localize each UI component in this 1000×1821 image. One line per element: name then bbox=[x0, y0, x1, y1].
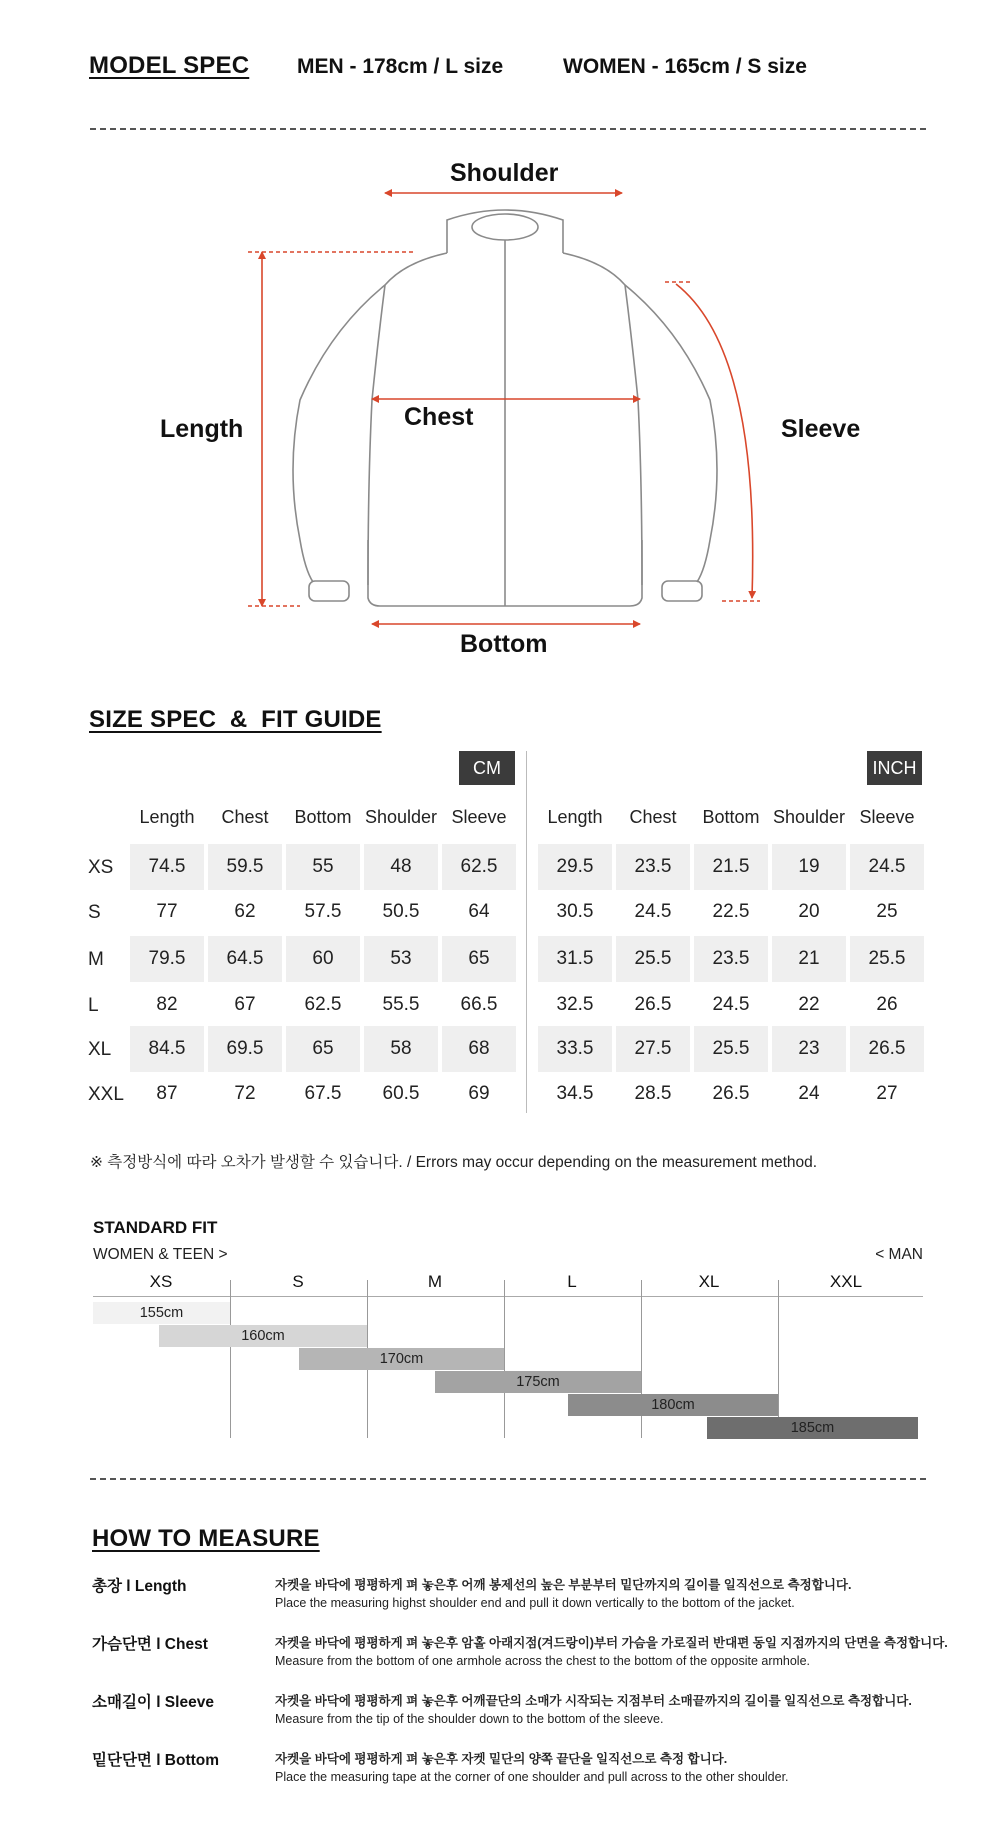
cell-inch-xxl-length: 34.5 bbox=[556, 1083, 594, 1104]
row-label-xl: XL bbox=[88, 1039, 112, 1060]
how-to-measure-title: HOW TO MEASURE bbox=[92, 1525, 320, 1552]
cell-cm-s-sleeve: 64 bbox=[468, 901, 490, 922]
fit-size-s: S bbox=[292, 1272, 304, 1291]
fit-column-line bbox=[504, 1280, 505, 1438]
fit-bar-3: 175cm bbox=[435, 1371, 641, 1393]
cell-cm-m-bottom: 60 bbox=[286, 936, 360, 982]
measure-en-0: Place the measuring highst shoulder end and pull it down vertically to the bottom of the jacket. bbox=[275, 1596, 795, 1610]
fit-size-xs: XS bbox=[149, 1272, 173, 1291]
cell-inch-l-sleeve: 26 bbox=[876, 994, 898, 1015]
divider-bottom bbox=[90, 1478, 926, 1480]
header-inch-chest: Chest bbox=[629, 807, 677, 827]
cell-cm-xs-length: 74.5 bbox=[130, 844, 204, 890]
row-label-xxl: XXL bbox=[88, 1084, 124, 1105]
label-length: Length bbox=[160, 415, 244, 443]
cell-inch-m-bottom: 23.5 bbox=[694, 936, 768, 982]
measure-ko-1: 자켓을 바닥에 평평하게 펴 놓은후 암홀 아래지점(겨드랑이)부터 가슴을 가로질러 반대편 동일 지점까지의 단면을 측정합니다. bbox=[275, 1636, 948, 1650]
row-label-m: M bbox=[88, 949, 104, 970]
cell-inch-xl-shoulder: 23 bbox=[772, 1026, 846, 1072]
jacket-diagram bbox=[0, 140, 1000, 660]
row-label-l: L bbox=[88, 995, 99, 1016]
cell-inch-s-sleeve: 25 bbox=[876, 901, 898, 922]
cell-cm-xxl-sleeve: 69 bbox=[468, 1083, 490, 1104]
header-cm-length: Length bbox=[139, 807, 195, 827]
header-inch-bottom: Bottom bbox=[702, 807, 760, 827]
cell-inch-xs-length: 29.5 bbox=[538, 844, 612, 890]
measure-ko-3: 자켓을 바닥에 평평하게 펴 놓은후 자켓 밑단의 양쪽 끝단을 일직선으로 측정 합니다. bbox=[275, 1752, 728, 1766]
measure-label-0: 총장 l Length bbox=[92, 1578, 187, 1595]
cell-inch-m-sleeve: 25.5 bbox=[850, 936, 924, 982]
row-label-s: S bbox=[88, 902, 101, 923]
inch-badge: INCH bbox=[867, 751, 922, 785]
measure-en-3: Place the measuring tape at the corner of one shoulder and pull across to the other shoulder. bbox=[275, 1770, 789, 1784]
fit-bar-0: 155cm bbox=[93, 1302, 230, 1324]
cell-inch-xxl-shoulder: 24 bbox=[798, 1083, 820, 1104]
measurement-note: ※ 측정방식에 따라 오차가 발생할 수 있습니다. / Errors may occur depending on the measurement method. bbox=[90, 1154, 818, 1171]
cell-inch-xxl-chest: 28.5 bbox=[634, 1083, 672, 1104]
size-spec-title: SIZE SPEC & FIT GUIDE bbox=[89, 706, 382, 733]
cell-inch-l-length: 32.5 bbox=[556, 994, 594, 1015]
fit-axis-line bbox=[93, 1296, 923, 1297]
cell-cm-l-sleeve: 66.5 bbox=[460, 994, 498, 1015]
cell-inch-xxl-sleeve: 27 bbox=[876, 1083, 898, 1104]
header-cm-chest: Chest bbox=[221, 807, 269, 827]
cell-inch-l-bottom: 24.5 bbox=[712, 994, 750, 1015]
cell-inch-l-shoulder: 22 bbox=[798, 994, 820, 1015]
model-spec-women: WOMEN - 165cm / S size bbox=[563, 55, 807, 78]
cell-cm-xl-shoulder: 58 bbox=[364, 1026, 438, 1072]
cell-cm-s-chest: 62 bbox=[234, 901, 256, 922]
measure-label-2: 소매길이 l Sleeve bbox=[92, 1694, 214, 1711]
cell-cm-xxl-bottom: 67.5 bbox=[304, 1083, 342, 1104]
fit-bar-5: 185cm bbox=[707, 1417, 918, 1439]
measure-en-1: Measure from the bottom of one armhole across the chest to the bottom of the opposite armhole. bbox=[275, 1654, 811, 1668]
cell-cm-l-length: 82 bbox=[156, 994, 178, 1015]
cell-cm-xl-bottom: 65 bbox=[286, 1026, 360, 1072]
cell-cm-l-shoulder: 55.5 bbox=[382, 994, 420, 1015]
header-inch-shoulder: Shoulder bbox=[772, 807, 846, 827]
cell-cm-s-bottom: 57.5 bbox=[304, 901, 342, 922]
label-shoulder: Shoulder bbox=[450, 159, 559, 187]
model-spec-title: MODEL SPEC bbox=[89, 52, 250, 79]
row-label-xs: XS bbox=[88, 857, 114, 878]
fit-column-line bbox=[230, 1280, 231, 1438]
cm-badge: CM bbox=[459, 751, 515, 785]
cell-cm-m-length: 79.5 bbox=[130, 936, 204, 982]
cell-inch-m-chest: 25.5 bbox=[616, 936, 690, 982]
cell-inch-s-length: 30.5 bbox=[556, 901, 594, 922]
cell-inch-l-chest: 26.5 bbox=[634, 994, 672, 1015]
cell-inch-xl-sleeve: 26.5 bbox=[850, 1026, 924, 1072]
cell-cm-m-sleeve: 65 bbox=[442, 936, 516, 982]
cell-cm-l-chest: 67 bbox=[234, 994, 256, 1015]
cell-cm-s-shoulder: 50.5 bbox=[382, 901, 420, 922]
cell-cm-xxl-chest: 72 bbox=[234, 1083, 256, 1104]
cell-cm-l-bottom: 62.5 bbox=[304, 994, 342, 1015]
cell-cm-xl-chest: 69.5 bbox=[208, 1026, 282, 1072]
header-cm-sleeve: Sleeve bbox=[451, 807, 507, 827]
measure-ko-0: 자켓을 바닥에 평평하게 펴 놓은후 어깨 봉제선의 높은 부분부터 밑단까지의 길이를 일직선으로 측정합니다. bbox=[275, 1578, 852, 1592]
model-spec-men: MEN - 178cm / L size bbox=[297, 55, 504, 78]
cell-inch-xl-length: 33.5 bbox=[538, 1026, 612, 1072]
fit-title: STANDARD FIT bbox=[93, 1218, 218, 1237]
cell-inch-m-shoulder: 21 bbox=[772, 936, 846, 982]
cell-cm-xs-shoulder: 48 bbox=[364, 844, 438, 890]
cell-inch-xs-sleeve: 24.5 bbox=[850, 844, 924, 890]
cell-inch-xl-bottom: 25.5 bbox=[694, 1026, 768, 1072]
measure-label-1: 가슴단면 l Chest bbox=[92, 1636, 208, 1653]
cell-inch-m-length: 31.5 bbox=[538, 936, 612, 982]
fit-size-l: L bbox=[567, 1272, 577, 1291]
fit-bar-4: 180cm bbox=[568, 1394, 778, 1416]
cell-inch-xs-shoulder: 19 bbox=[772, 844, 846, 890]
fit-size-xl: XL bbox=[698, 1272, 720, 1291]
fit-size-xxl: XXL bbox=[829, 1272, 863, 1291]
fit-bar-1: 160cm bbox=[159, 1325, 367, 1347]
header-inch-length: Length bbox=[547, 807, 603, 827]
cell-cm-xl-sleeve: 68 bbox=[442, 1026, 516, 1072]
header-inch-sleeve: Sleeve bbox=[859, 807, 915, 827]
cell-inch-s-shoulder: 20 bbox=[798, 901, 820, 922]
cell-cm-xxl-length: 87 bbox=[156, 1083, 178, 1104]
cell-cm-m-shoulder: 53 bbox=[364, 936, 438, 982]
table-divider bbox=[526, 751, 527, 1113]
cell-cm-xs-sleeve: 62.5 bbox=[442, 844, 516, 890]
fit-bar-2: 170cm bbox=[299, 1348, 504, 1370]
label-bottom: Bottom bbox=[460, 630, 548, 658]
fit-right-label: < MAN bbox=[875, 1246, 923, 1263]
cell-inch-xxl-bottom: 26.5 bbox=[712, 1083, 750, 1104]
label-sleeve: Sleeve bbox=[781, 415, 861, 443]
measure-label-3: 밑단단면 l Bottom bbox=[92, 1752, 220, 1769]
cell-cm-xxl-shoulder: 60.5 bbox=[382, 1083, 420, 1104]
cell-cm-m-chest: 64.5 bbox=[208, 936, 282, 982]
cell-inch-xs-chest: 23.5 bbox=[616, 844, 690, 890]
cell-inch-xs-bottom: 21.5 bbox=[694, 844, 768, 890]
cell-cm-xl-length: 84.5 bbox=[130, 1026, 204, 1072]
cell-cm-xs-chest: 59.5 bbox=[208, 844, 282, 890]
fit-size-m: M bbox=[427, 1272, 443, 1291]
header-cm-bottom: Bottom bbox=[294, 807, 352, 827]
cell-inch-xl-chest: 27.5 bbox=[616, 1026, 690, 1072]
measure-en-2: Measure from the tip of the shoulder down to the bottom of the sleeve. bbox=[275, 1712, 664, 1726]
measure-ko-2: 자켓을 바닥에 평평하게 펴 놓은후 어깨끝단의 소매가 시작되는 지점부터 소매끝까지의 길이를 일직선으로 측정합니다. bbox=[275, 1694, 912, 1708]
divider-top bbox=[90, 128, 926, 130]
cell-cm-s-length: 77 bbox=[156, 901, 178, 922]
measure-lines bbox=[248, 193, 760, 624]
cell-inch-s-chest: 24.5 bbox=[634, 901, 672, 922]
cell-cm-xs-bottom: 55 bbox=[286, 844, 360, 890]
fit-left-label: WOMEN & TEEN > bbox=[93, 1246, 228, 1263]
header-cm-shoulder: Shoulder bbox=[364, 807, 438, 827]
jacket-outline bbox=[293, 210, 717, 606]
label-chest: Chest bbox=[404, 403, 474, 431]
fit-column-line bbox=[778, 1280, 779, 1438]
cell-inch-s-bottom: 22.5 bbox=[712, 901, 750, 922]
